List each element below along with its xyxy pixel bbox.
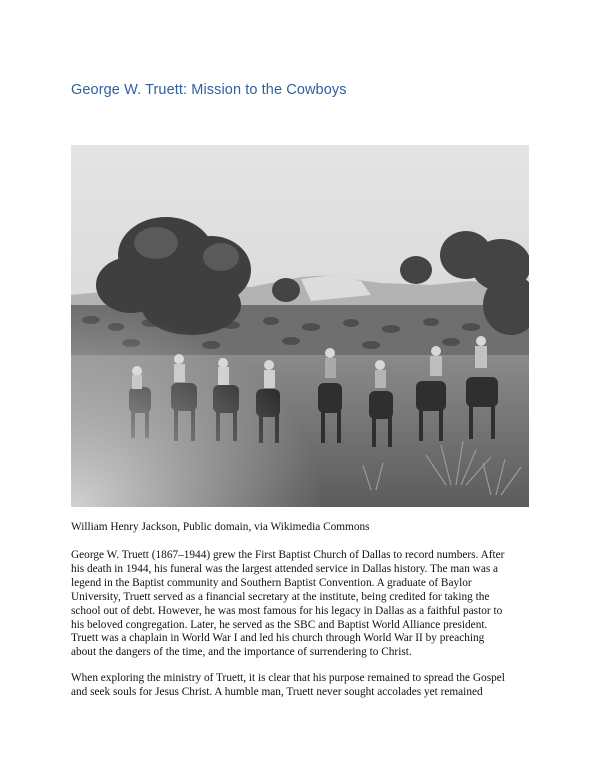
paragraph-line: about the dangers of the time, and the importance of surrendering to Christ.	[71, 646, 412, 659]
paragraph-line: When exploring the ministry of Truett, it is clear that his purpose remained to spread the Gospel	[71, 672, 505, 684]
page-title: George W. Truett: Mission to the Cowboys	[71, 82, 347, 98]
body-paragraph	[71, 672, 541, 700]
body-paragraph	[71, 549, 541, 660]
paragraph-line: legend in the Baptist community and Southern Baptist Convention. A graduate of Baylor	[71, 576, 472, 589]
paragraph-line: Truett was a chaplain in World War I and led his church through World War II by preaching	[71, 632, 485, 645]
paragraph-line: his beloved congregation. Later, he served as the SBC and Baptist World Alliance president.	[71, 618, 488, 631]
paragraph-line: George W. Truett (1867–1944) grew the First Baptist Church of Dallas to record numbers. After	[71, 549, 505, 561]
paragraph-line: school out of debt. However, he was most famous for his legacy in Dallas as a faithful pastor to	[71, 604, 503, 617]
historical-photo	[71, 145, 529, 507]
photo-caption: William Henry Jackson, Public domain, via Wikimedia Commons	[71, 521, 370, 533]
paragraph-line: and seek souls for Jesus Christ. A humble man, Truett never sought accolades yet remained	[71, 685, 483, 698]
paragraph-line: University, Truett served as a financial secretary at the institute, being credited for taking the	[71, 590, 490, 603]
paragraph-line: his death in 1944, his funeral was the largest attended service in Dallas history. The man was a	[71, 562, 499, 575]
